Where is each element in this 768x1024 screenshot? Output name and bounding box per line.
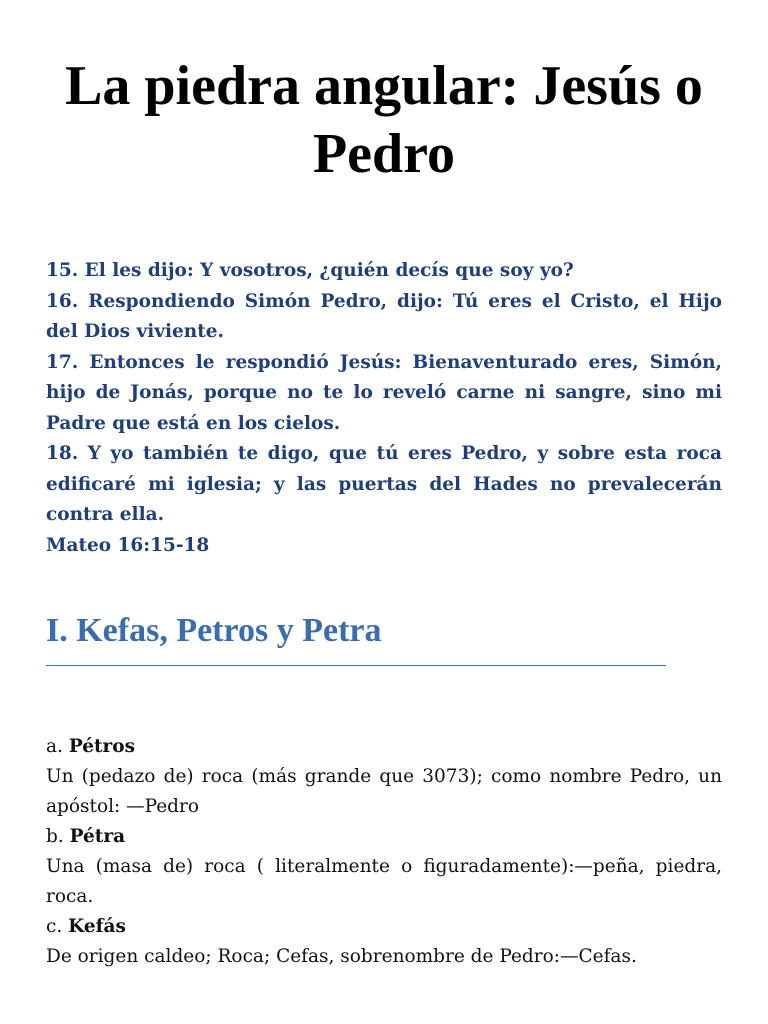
page-title: La piedra angular: Jesús o Pedro bbox=[65, 55, 703, 185]
definition-c-text: De origen caldeo; Roca; Cefas, sobrenombre de Pedro:—Cefas. bbox=[46, 946, 637, 967]
definition-term: Pétros bbox=[68, 736, 136, 757]
definition-term: Kefás bbox=[68, 916, 126, 937]
definition-letter: c. bbox=[46, 916, 63, 937]
verse-15: 15. El les dijo: Y vosotros, ¿quién decís que soy yo? bbox=[46, 260, 574, 281]
verse-16: 16. Respondiendo Simón Pedro, dijo: Tú eres el Cristo, el Hijo del Dios viviente. bbox=[46, 290, 722, 342]
scripture-passage bbox=[46, 256, 722, 561]
definition-letter: a. bbox=[46, 736, 63, 757]
definitions-list bbox=[46, 732, 722, 972]
definition-a-heading bbox=[46, 732, 722, 762]
definition-term: Pétra bbox=[69, 826, 126, 847]
definition-a-text: Un (pedazo de) roca (más grande que 3073); como nombre Pedro, un apóstol: —Pedro bbox=[46, 766, 722, 817]
verse-17: 17. Entonces le respondió Jesús: Bienaventurado eres, Simón, hijo de Jonás, porque no te lo reveló carne ni sangre, sino mi Padre que está en los cielos. bbox=[46, 351, 722, 434]
definition-letter: b. bbox=[46, 826, 64, 847]
verse-18: 18. Y yo también te digo, que tú eres Pedro, y sobre esta roca edificaré mi iglesia; y las puertas del Hades no prevalecerán contra ella. bbox=[46, 443, 722, 525]
definition-b-text: Una (masa de) roca ( literalmente o figuradamente):—peña, piedra, roca. bbox=[46, 856, 722, 907]
section-heading: I. Kefas, Petros y Petra bbox=[46, 611, 666, 666]
definition-c-heading bbox=[46, 912, 722, 942]
scripture-reference: Mateo 16:15-18 bbox=[46, 534, 210, 556]
definition-b-heading bbox=[46, 822, 722, 852]
